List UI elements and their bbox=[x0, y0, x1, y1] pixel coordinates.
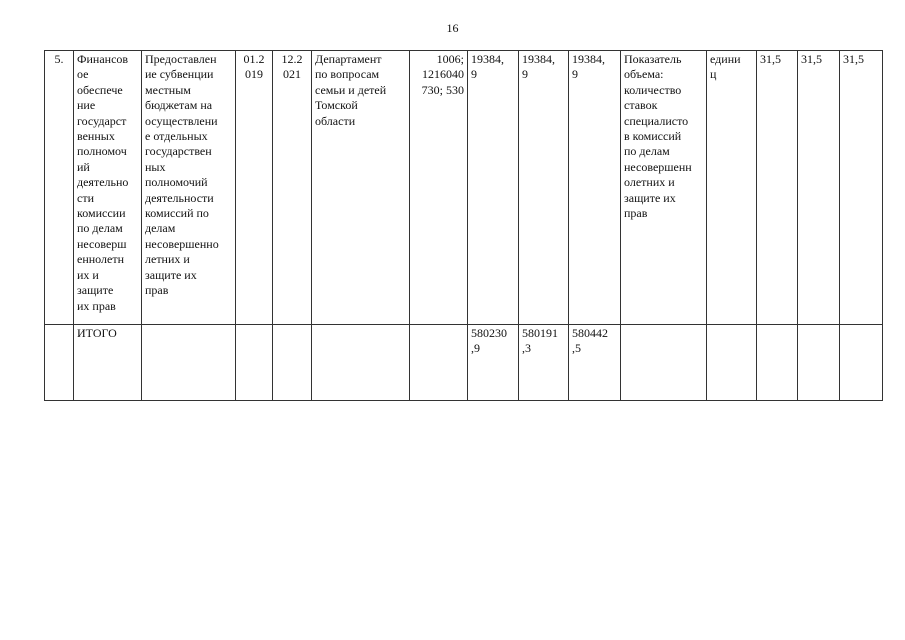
unit-cell bbox=[707, 325, 757, 401]
value-year2-cell: 31,5 bbox=[798, 51, 840, 325]
total-label-cell: ИТОГО bbox=[74, 325, 142, 401]
budget-code-cell bbox=[410, 325, 468, 401]
value-year1-cell: 31,5 bbox=[757, 51, 798, 325]
start-date-cell: 01.2 019 bbox=[236, 51, 273, 325]
funding-year1-cell: 19384, 9 bbox=[468, 51, 519, 325]
end-date-cell bbox=[273, 325, 312, 401]
budget-code-cell: 1006; 1216040 730; 530 bbox=[410, 51, 468, 325]
value-year2-cell bbox=[798, 325, 840, 401]
value-year3-cell bbox=[840, 325, 883, 401]
row-number-cell: 5. bbox=[45, 51, 74, 325]
measure-cell bbox=[142, 325, 236, 401]
executor-cell bbox=[312, 325, 410, 401]
measure-cell: Предоставлен ие субвенции местным бюджетам на осуществлени е отдельных государствен ных полномочий деятельности комиссий по делам несовершенно летних и защите их прав bbox=[142, 51, 236, 325]
unit-cell: едини ц bbox=[707, 51, 757, 325]
value-year1-cell bbox=[757, 325, 798, 401]
total-year3-cell: 580442 ,5 bbox=[569, 325, 621, 401]
start-date-cell bbox=[236, 325, 273, 401]
table-row bbox=[45, 51, 883, 325]
total-year1-cell: 580230 ,9 bbox=[468, 325, 519, 401]
value-year3-cell: 31,5 bbox=[840, 51, 883, 325]
task-cell: Финансов ое обеспече ние государст венных полномоч ий деятельно сти комиссии по делам несоверш еннолетн их и защите их прав bbox=[74, 51, 142, 325]
budget-table bbox=[44, 50, 883, 401]
funding-year2-cell: 19384, 9 bbox=[519, 51, 569, 325]
row-number-cell bbox=[45, 325, 74, 401]
page-number: 16 bbox=[446, 21, 459, 35]
table-row-total bbox=[45, 325, 883, 401]
indicator-cell: Показатель объема: количество ставок специалисто в комиссий по делам несовершенн олетних и защите их прав bbox=[621, 51, 707, 325]
executor-cell: Департамент по вопросам семьи и детей Томской области bbox=[312, 51, 410, 325]
total-year2-cell: 580191 ,3 bbox=[519, 325, 569, 401]
indicator-cell bbox=[621, 325, 707, 401]
end-date-cell: 12.2 021 bbox=[273, 51, 312, 325]
funding-year3-cell: 19384, 9 bbox=[569, 51, 621, 325]
